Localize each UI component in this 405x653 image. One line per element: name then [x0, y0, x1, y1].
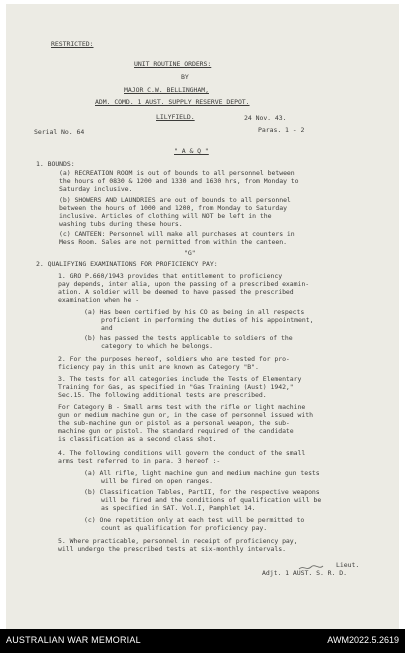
text-line: will be fired on open ranges. [101, 477, 214, 485]
text-line: For Category B - Small arms test with the rifle or light machine [58, 403, 306, 411]
text-line: will be fired and the conditions of qualification will be [101, 496, 322, 504]
text-line: 2. For the purposes hereof, soldiers who are tested for pro- [58, 355, 290, 363]
text-line: (c) One repetition only at each test will be permitted to [84, 516, 305, 524]
text-line: ficiency pay in this unit are known as Category "B". [58, 363, 259, 371]
text-line: (b) has passed the tests applicable to soldiers of the [84, 334, 293, 342]
archive-footer [0, 629, 405, 653]
text-line: is classification as a second class shot. [58, 435, 217, 443]
header-officer: MAJOR C.W. BELLINGHAM, [124, 86, 209, 94]
text-line: ation. A soldier will be deemed to have passed the prescribed [58, 288, 294, 296]
text-line: 4. The following conditions will govern the conduct of the small [58, 449, 306, 457]
text-line: inclusive. Articles of clothing will NOT be left in the [59, 212, 272, 220]
text-line: (a) RECREATION ROOM is out of bounds to all personnel between [59, 169, 295, 177]
text-line: machine gun or pistol. The standard required of the candidate [58, 427, 294, 435]
text-line: the hours of 0830 & 1200 and 1330 and 1630 hrs, from Monday to [59, 177, 299, 185]
text-line: will undergo the prescribed tests at six-monthly intervals. [58, 545, 286, 553]
text-line: (b) SHOWERS AND LAUNDRIES are out of bounds to all personnel [59, 196, 291, 204]
order-date: 24 Nov. 43. [244, 114, 287, 122]
text-line: Training for Gas, as specified in "Gas Training (Aust) 1942," [58, 383, 294, 391]
text-line: proficient in performing the duties of his appointment, [101, 316, 314, 324]
text-line: washing tubs during these hours. [59, 220, 183, 228]
text-line: Mess Room. Sales are not permitted from within the canteen. [59, 238, 287, 246]
section-heading-g: "G" [184, 249, 196, 257]
text-line: gun or medium machine gun or, in the case of personnel issued with [58, 411, 313, 419]
text-line: arms test referred to in para. 3 hereof :- [58, 457, 221, 465]
text-line: and [101, 324, 113, 332]
footer-accession-number: AWM2022.5.2619 [327, 635, 399, 645]
text-line: Sec.15. The following additional tests are prescribed. [58, 391, 267, 399]
text-line: between the hours of 1000 and 1200, from Monday to Saturday [59, 204, 287, 212]
footer-institution: AUSTRALIAN WAR MEMORIAL [6, 635, 141, 645]
text-line: count as qualification for proficiency pay. [101, 524, 268, 532]
signature-rank: Lieut. [336, 561, 360, 569]
classification-label: RESTRICTED: [51, 40, 94, 48]
text-line: Saturday inclusive. [59, 185, 133, 193]
text-line: 5. Where practicable, personnel in receipt of proficiency pay, [58, 537, 298, 545]
serial-number: Serial No. 64 [34, 128, 85, 136]
text-line: the sub-machine gun or pistol as a personal weapon, the sub- [58, 419, 290, 427]
header-location: LILYFIELD. [156, 113, 195, 121]
para-1-heading: 1. BOUNDS: [36, 160, 75, 168]
text-line: (a) Has been certified by his CO as being in all respects [84, 308, 305, 316]
text-line: as specified in SAT. Vol.I, Pamphlet 14. [101, 504, 256, 512]
paras-range: Paras. 1 - 2 [258, 126, 305, 134]
text-line: 1. GRO P.660/1943 provides that entitlement to proficiency [58, 272, 283, 280]
text-line: 3. The tests for all categories include the Tests of Elementary [58, 375, 302, 383]
text-line: pay depends, inter alia, upon the passing of a prescribed examin- [58, 280, 310, 288]
section-heading-aq: " A & Q " [174, 147, 209, 155]
text-line: (a) All rifle, light machine gun and medium machine gun tests [84, 469, 320, 477]
text-line: (c) CANTEEN: Personnel will make all purchases at counters in [59, 230, 295, 238]
header-title: UNIT ROUTINE ORDERS: [134, 60, 212, 68]
header-by: BY [181, 73, 189, 81]
text-line: (b) Classification Tables, PartII, for the respective weapons [84, 488, 320, 496]
header-unit: ADM. COMD. 1 AUST. SUPPLY RESERVE DEPOT. [95, 98, 250, 106]
text-line: category to which he belongs. [101, 342, 214, 350]
para-2-heading: 2. QUALIFYING EXAMINATIONS FOR PROFICIENCY PAY: [36, 260, 218, 268]
text-line: examination when he - [58, 296, 140, 304]
document-page [6, 4, 399, 629]
signature-title: Adjt. 1 AUST. S. R. D. [262, 569, 347, 577]
